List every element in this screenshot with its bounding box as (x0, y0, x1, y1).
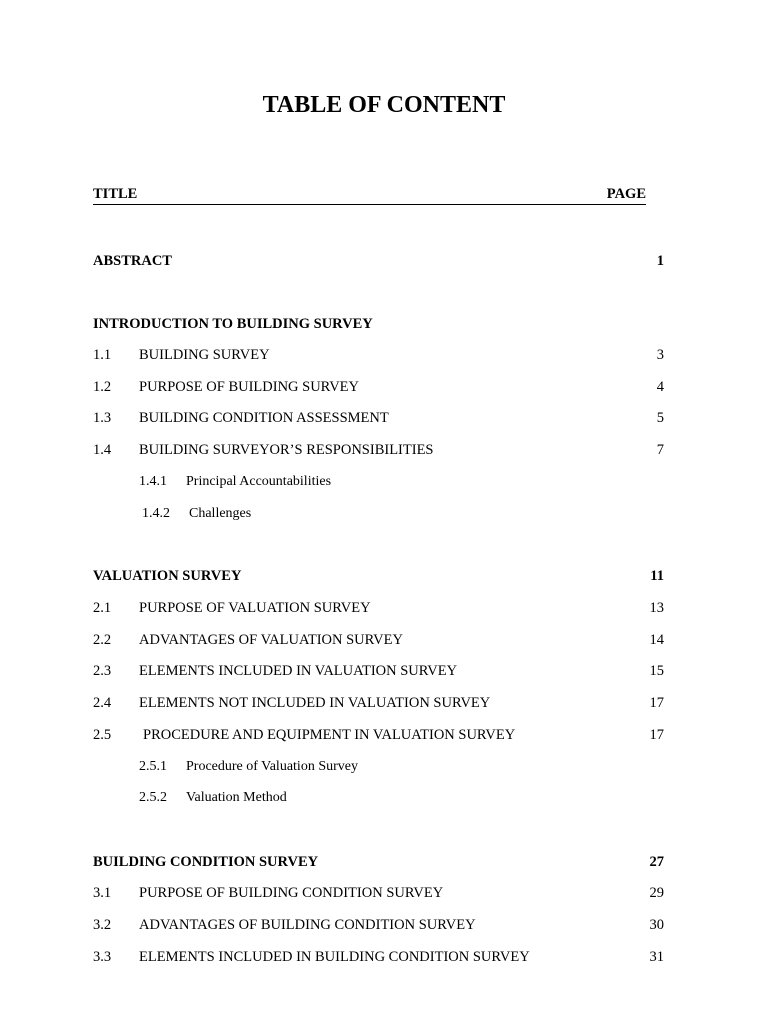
subentry-label: Principal Accountabilities (186, 474, 332, 489)
toc-subentry (0, 790, 768, 810)
toc-entry (0, 347, 768, 367)
abstract-page: 1 (656, 253, 664, 269)
section-heading (0, 568, 768, 588)
entry-number: 1.1 (93, 347, 112, 363)
entry-label: BUILDING CONDITION ASSESSMENT (139, 410, 389, 426)
entry-number: 2.1 (93, 600, 112, 616)
entry-number: 3.2 (93, 917, 112, 933)
section-heading-label: VALUATION SURVEY (93, 568, 242, 584)
toc-entry (0, 917, 768, 937)
entry-label: BUILDING SURVEYOR’S RESPONSIBILITIES (139, 442, 434, 458)
entry-label: PROCEDURE AND EQUIPMENT IN VALUATION SURVEY (143, 727, 516, 743)
entry-page: 17 (649, 727, 664, 743)
entry-page: 15 (649, 663, 664, 679)
header-underline (93, 204, 646, 205)
toc-subentry (0, 474, 768, 494)
entry-page: 13 (649, 600, 664, 616)
entry-number: 3.3 (93, 949, 112, 965)
entry-number: 2.5 (93, 727, 112, 743)
entry-page: 17 (649, 695, 664, 711)
section-heading (0, 854, 768, 874)
entry-label: PURPOSE OF BUILDING SURVEY (139, 379, 359, 395)
entry-page: 29 (649, 885, 664, 901)
toc-subentry (0, 759, 768, 779)
entry-number: 3.1 (93, 885, 112, 901)
entry-page: 14 (649, 632, 664, 648)
entry-page: 3 (656, 347, 664, 363)
entry-page: 7 (656, 442, 664, 458)
header-title-label: TITLE (93, 186, 138, 202)
entry-number: 2.2 (93, 632, 112, 648)
entry-label: ADVANTAGES OF VALUATION SURVEY (139, 632, 403, 648)
page-title: TABLE OF CONTENT (262, 92, 506, 118)
entry-number: 1.3 (93, 410, 112, 426)
subentry-number: 1.4.1 (139, 474, 167, 489)
entry-number: 1.2 (93, 379, 112, 395)
toc-subentry (0, 506, 768, 526)
entry-label: ELEMENTS NOT INCLUDED IN VALUATION SURVEY (139, 695, 491, 711)
subentry-number: 2.5.1 (139, 759, 167, 774)
subentry-label: Procedure of Valuation Survey (186, 759, 358, 774)
entry-page: 4 (656, 379, 664, 395)
toc-entry (0, 632, 768, 652)
header-page-label: PAGE (606, 186, 646, 202)
toc-entry (0, 600, 768, 620)
section-heading-label: INTRODUCTION TO BUILDING SURVEY (93, 316, 373, 332)
toc-entry (0, 727, 768, 747)
entry-number: 2.4 (93, 695, 112, 711)
toc-entry-abstract (0, 253, 768, 273)
entry-label: BUILDING SURVEY (139, 347, 270, 363)
subentry-number: 2.5.2 (139, 790, 167, 805)
section-heading-label: BUILDING CONDITION SURVEY (93, 854, 319, 870)
toc-entry (0, 442, 768, 462)
toc-entry (0, 379, 768, 399)
entry-label: ADVANTAGES OF BUILDING CONDITION SURVEY (139, 917, 476, 933)
toc-entry (0, 663, 768, 683)
section-heading-page: 27 (649, 854, 664, 870)
abstract-label: ABSTRACT (93, 253, 172, 269)
entry-page: 31 (649, 949, 664, 965)
subentry-number: 1.4.2 (142, 506, 170, 521)
entry-number: 2.3 (93, 663, 112, 679)
entry-label: ELEMENTS INCLUDED IN VALUATION SURVEY (139, 663, 458, 679)
subentry-label: Challenges (189, 506, 252, 521)
entry-number: 1.4 (93, 442, 112, 458)
subentry-label: Valuation Method (186, 790, 287, 805)
toc-entry (0, 410, 768, 430)
toc-entry (0, 949, 768, 969)
toc-entry (0, 885, 768, 905)
section-heading (0, 316, 768, 336)
section-heading-page: 11 (650, 568, 664, 584)
entry-page: 30 (649, 917, 664, 933)
entry-label: ELEMENTS INCLUDED IN BUILDING CONDITION SURVEY (139, 949, 530, 965)
toc-entry (0, 695, 768, 715)
entry-label: PURPOSE OF VALUATION SURVEY (139, 600, 371, 616)
toc-header (93, 186, 646, 206)
entry-label: PURPOSE OF BUILDING CONDITION SURVEY (139, 885, 444, 901)
entry-page: 5 (656, 410, 664, 426)
